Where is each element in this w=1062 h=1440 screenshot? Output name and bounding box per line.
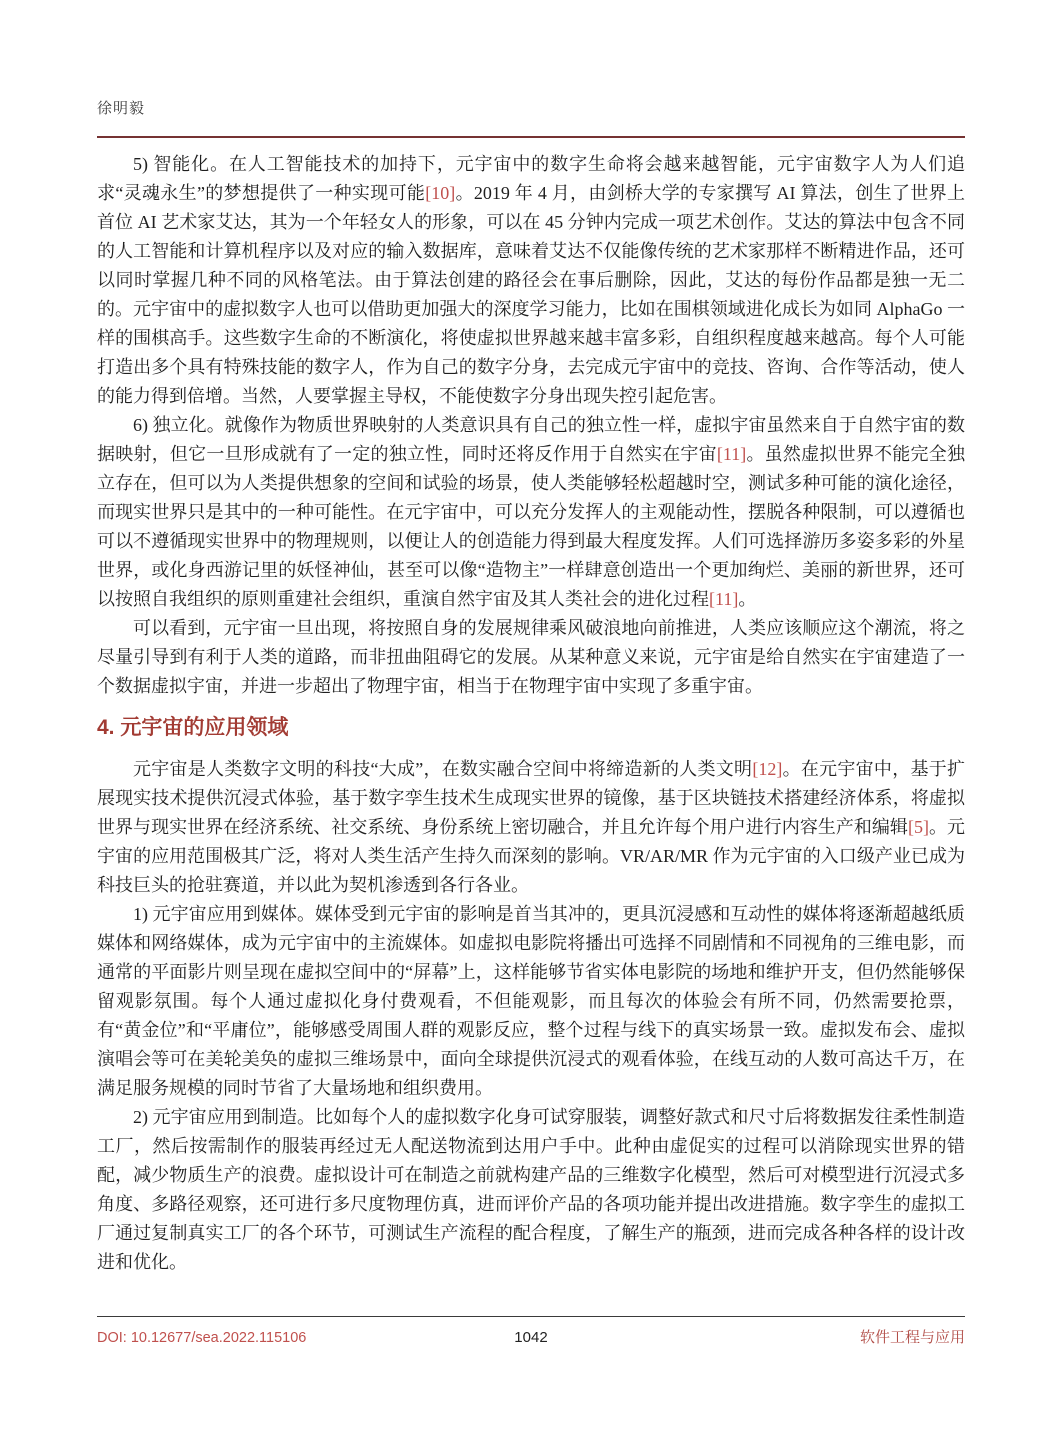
paragraph-text: 。2019 年 4 月，由剑桥大学的专家撰写 AI 算法，创生了世界上首位 AI 艺术家艾达，其为一个年轻女人的形象，可以在 45 分钟内完成一项艺术创作。艾达的算法中包含不同的人工智能和计算机程序以及对应的输入数据库，意味着艾达不仅能像传统的艺术家那样不断精进作品，还可以同时掌握几种不同的风格笔法。由于算法创建的路径会在事后删除，因此，艾达的每份作品都是独一无二的。元宇宙中的虚拟数字人也可以借助更加强大的深度学习能力，比如在围棋领域进化成长为如同 AlphaGo 一样的围棋高手。这些数字生命的不断演化，将使虚拟世界越来越丰富多彩，自组织程度越来越高。每个人可能打造出多个具有特殊技能的数字人，作为自己的数字分身，去完成元宇宙中的竞技、咨询、合作等活动，使人的能力得到倍增。当然，人要掌握主导权，不能使数字分身出现失控引起危害。	[97, 183, 965, 406]
paragraph-text: 5) 智能化。在人工智能技术的加持下，元宇宙中的数字生命将会越来越智能，元宇宙数字人为人们追求“灵魂永生”的梦想提供了一种实现可能	[97, 154, 965, 203]
paragraph-text: 。在元宇宙中，基于扩展现实技术提供沉浸式体验，基于数字孪生技术生成现实世界的镜像，基于区块链技术搭建经济体系，将虚拟世界与现实世界在经济系统、社交系统、身份系统上密切融合，并且允许每个用户进行内容生产和编辑	[97, 759, 965, 837]
paragraph-text: 。	[738, 589, 757, 609]
doi-link[interactable]: DOI: 10.12677/sea.2022.115106	[97, 1330, 307, 1346]
article-body	[97, 150, 965, 1277]
paragraph	[97, 900, 965, 1103]
citation-link[interactable]: [10]	[425, 183, 456, 203]
paragraph-text: 2) 元宇宙应用到制造。比如每个人的虚拟数字化身可试穿服装，调整好款式和尺寸后将数据发往柔性制造工厂，然后按需制作的服装再经过无人配送物流到达用户手中。此种由虚促实的过程可以消除现实世界的错配，减少物质生产的浪费。虚拟设计可在制造之前就构建产品的三维数字化模型，然后可对模型进行沉浸式多角度、多路径观察，还可进行多尺度物理仿真，进而评价产品的各项功能并提出改进措施。数字孪生的虚拟工厂通过复制真实工厂的各个环节，可测试生产流程的配合程度，了解生产的瓶颈，进而完成各种各样的设计改进和优化。	[97, 1107, 965, 1272]
paragraph-text: 6) 独立化。就像作为物质世界映射的人类意识具有自己的独立性一样，虚拟宇宙虽然来自于自然宇宙的数据映射，但它一旦形成就有了一定的独立性，同时还将反作用于自然实在宇宙	[97, 415, 965, 464]
paragraph	[97, 150, 965, 411]
header-rule	[97, 136, 965, 138]
paragraph-text: 。元宇宙的应用范围极其广泛，将对人类生活产生持久而深刻的影响。VR/AR/MR 作为元宇宙的入口级产业已成为科技巨头的抢驻赛道，并以此为契机渗透到各行各业。	[97, 817, 965, 895]
paragraph	[97, 614, 965, 701]
citation-link[interactable]: [11]	[709, 589, 739, 609]
paragraph-text: 。虽然虚拟世界不能完全独立存在，但可以为人类提供想象的空间和试验的场景，使人类能够轻松超越时空，测试多种可能的演化途径，而现实世界只是其中的一种可能性。在元宇宙中，可以充分发挥人的主观能动性，摆脱各种限制，可以遵循也可以不遵循现实世界中的物理规则，以便让人的创造能力得到最大程度发挥。人们可选择游历多姿多彩的外星世界，或化身西游记里的妖怪神仙，甚至可以像“造物主”一样肆意创造出一个更加绚烂、美丽的新世界，还可以按照自我组织的原则重建社会组织，重演自然宇宙及其人类社会的进化过程	[97, 444, 966, 609]
paragraph-text: 可以看到，元宇宙一旦出现，将按照自身的发展规律乘风破浪地向前推进，人类应该顺应这个潮流，将之尽量引导到有利于人类的道路，而非扭曲阻碍它的发展。从某种意义来说，元宇宙是给自然实在宇宙建造了一个数据虚拟宇宙，并进一步超出了物理宇宙，相当于在物理宇宙中实现了多重宇宙。	[97, 618, 965, 696]
page-number: 1042	[514, 1329, 548, 1346]
paragraph-text: 元宇宙是人类数字文明的科技“大成”，在数实融合空间中将缔造新的人类文明	[133, 759, 753, 779]
page-footer	[97, 1326, 965, 1347]
running-head-author: 徐明毅	[97, 101, 146, 117]
paragraph-text: 1) 元宇宙应用到媒体。媒体受到元宇宙的影响是首当其冲的，更具沉浸感和互动性的媒体将逐渐超越纸质媒体和网络媒体，成为元宇宙中的主流媒体。如虚拟电影院将播出可选择不同剧情和不同视角的三维电影，而通常的平面影片则呈现在虚拟空间中的“屏幕”上，这样能够节省实体电影院的场地和维护开支，但仍然能够保留观影氛围。每个人通过虚拟化身付费观看，不但能观影，而且每次的体验会有所不同，仍然需要抢票，有“黄金位”和“平庸位”，能够感受周围人群的观影反应，整个过程与线下的真实场景一致。虚拟发布会、虚拟演唱会等可在美轮美奂的虚拟三维场景中，面向全球提供沉浸式的观看体验，在线互动的人数可高达千万，在满足服务规模的同时节省了大量场地和组织费用。	[97, 904, 965, 1098]
paragraph	[97, 1103, 965, 1277]
citation-link[interactable]: [12]	[752, 759, 783, 779]
journal-name: 软件工程与应用	[859, 1330, 965, 1346]
paragraph	[97, 411, 965, 614]
section-heading: 4. 元宇宙的应用领域	[97, 716, 289, 739]
citation-link[interactable]: [5]	[907, 817, 929, 837]
paragraph	[97, 755, 965, 900]
footer-rule	[97, 1316, 965, 1317]
citation-link[interactable]: [11]	[716, 444, 747, 464]
